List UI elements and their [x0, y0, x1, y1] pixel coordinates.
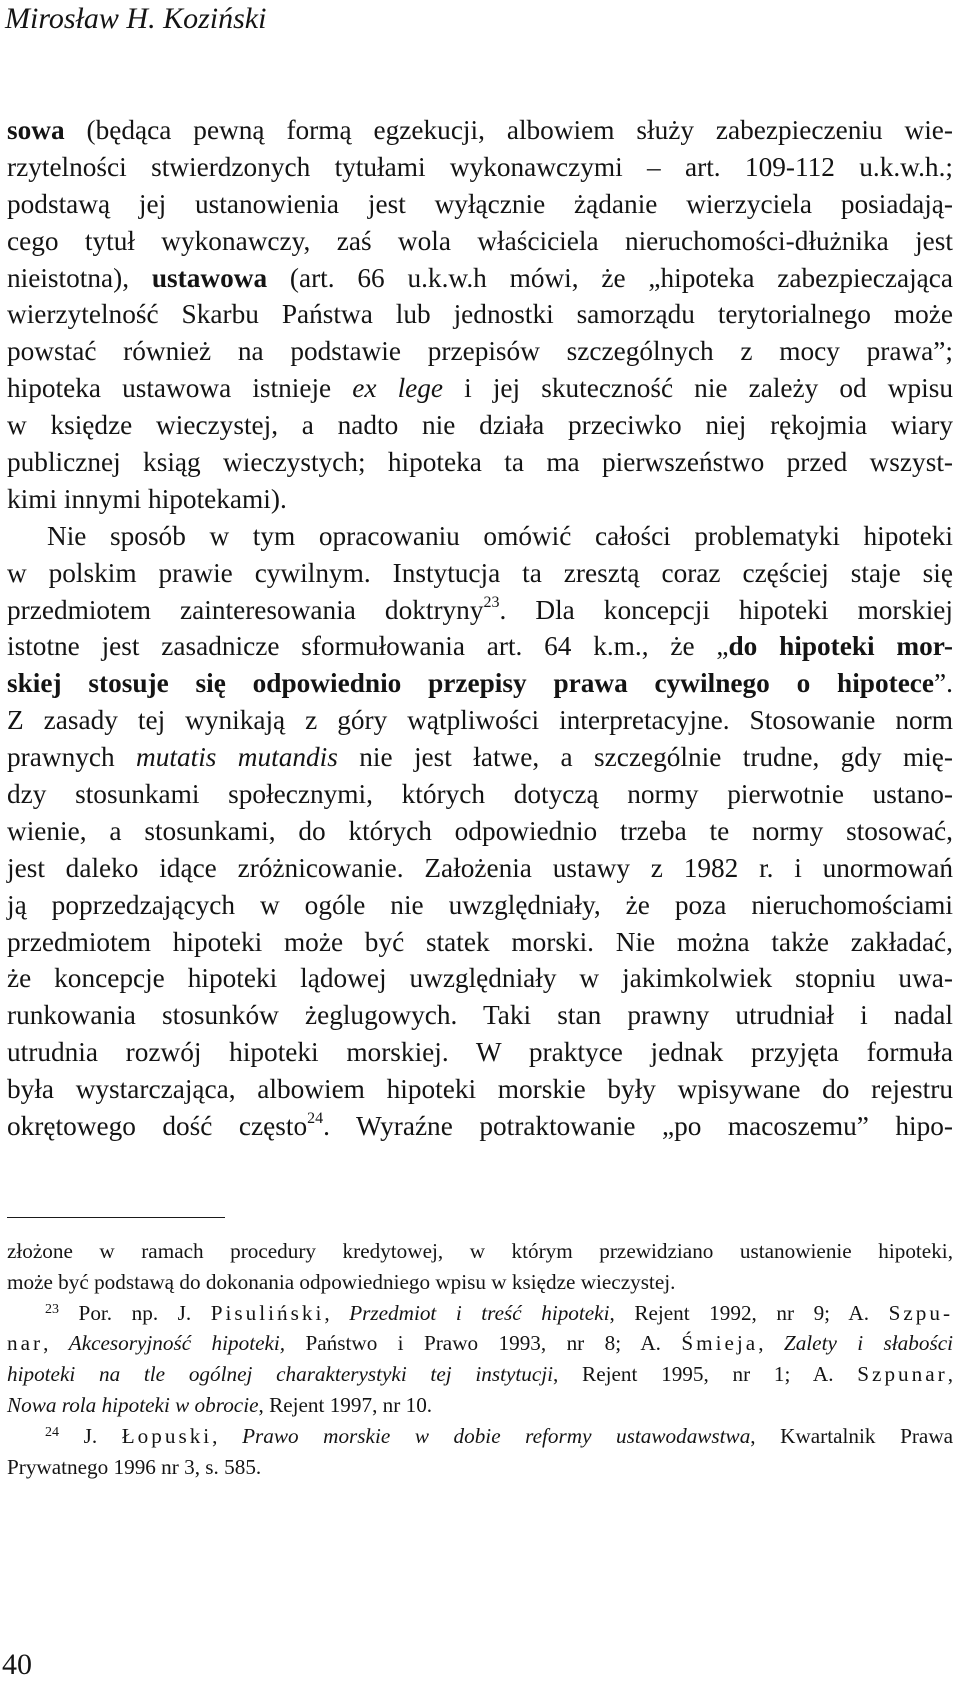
text-line: podstawą jej ustanowienia jest wyłącznie żądanie wierzyciela posiadają-: [7, 188, 953, 219]
page-number: 40: [2, 1648, 32, 1681]
text-line: Z zasady tej wynikają z góry wątpliwości interpretacyjne. Stosowanie norm: [7, 705, 953, 736]
text-line: utrudnia rozwój hipoteki morskiej. W praktyce jednak przyjęta formuła: [7, 1037, 953, 1068]
text-line: nieistotna), ustawowa (art. 66 u.k.w.h mówi, że „hipoteka zabezpieczająca: [7, 262, 954, 293]
text-line: w księdze wieczystej, a nadto nie działa przeciwko niej rękojmia wiary: [7, 410, 953, 441]
text-line: ją poprzedzających w ogóle nie uwzględniały, że poza nieruchomościami: [7, 889, 953, 920]
text-line: Nie sposób w tym opracowaniu omówić całości problematyki hipoteki: [47, 520, 953, 551]
text-line: skiej stosuje się odpowiednio przepisy prawa cywilnego o hipotece”.: [7, 668, 953, 699]
footnote-number: 24: [45, 1424, 59, 1440]
work-title: Nowa rola hipoteki w obrocie: [7, 1392, 259, 1417]
text-line: powstać również na podstawie przepisów szczególnych z mocy prawa”;: [7, 336, 953, 367]
work-title: Prawo morskie w dobie reformy ustawodawstwa: [242, 1423, 751, 1448]
author-name: Łopuski: [121, 1423, 213, 1448]
footnote-ref: 24: [307, 1110, 324, 1128]
text-line: rzytelności stwierdzonych tytułami wykonawczymi – art. 109-112 u.k.w.h.;: [7, 151, 953, 182]
bold-quote: skiej stosuje się odpowiednio przepisy prawa cywilnego o hipotece: [7, 668, 935, 699]
text-line: runkowania stosunków żeglugowych. Taki stan prawny utrudniał i nadal: [7, 1000, 953, 1031]
footnote-line: Prywatnego 1996 nr 3, s. 585.: [7, 1454, 262, 1479]
footnote-line: hipoteki na tle ogólnej charakterystyki tej instytucji, Rejent 1995, nr 1; A. Szpunar,: [7, 1362, 953, 1387]
work-title: Przedmiot i treść hipoteki: [349, 1300, 610, 1325]
bold-term: sowa: [7, 115, 65, 145]
running-header: Mirosław H. Koziński: [5, 2, 267, 35]
text-line: cego tytuł wykonawczy, zaś wola właściciela nieruchomości-dłużnika jest: [7, 225, 953, 256]
author-name: nar: [7, 1331, 44, 1356]
text-line: wienie, a stosunkami, do których odpowiednio trzeba te normy stosować,: [7, 815, 953, 846]
footnote-separator: [7, 1217, 225, 1218]
footnote-line: Nowa rola hipoteki w obrocie, Rejent 1997, nr 10.: [7, 1392, 433, 1417]
text-line: hipoteka ustawowa istnieje ex lege i jej skuteczność nie zależy od wpisu: [7, 373, 953, 404]
work-title: Akcesoryjność hipoteki,: [68, 1331, 286, 1356]
text-line: kimi innymi hipotekami).: [7, 483, 287, 514]
author-name: Szpunar: [857, 1362, 948, 1387]
bold-quote: do hipoteki mor-: [728, 631, 953, 662]
footnote-line: złożone w ramach procedury kredytowej, w którym przewidziano ustanowienie hipoteki,: [7, 1239, 953, 1263]
author-name: Szpu-: [888, 1300, 954, 1325]
footnotes: [7, 1236, 953, 1482]
work-title: Zalety i słabości: [783, 1331, 954, 1356]
text-line: wierzytelność Skarbu Państwa lub jednostki samorządu terytorialnego może: [7, 299, 953, 330]
footnote-line: $^{23}$ Por. np. J. Pisuliński, Przedmiot i treść hipoteki, Rejent 1992, nr 9; A. Szpu-: [45, 1300, 954, 1325]
text-line: w polskim prawie cywilnym. Instytucja ta zresztą coraz częściej staje się: [7, 557, 953, 588]
text-line: była wystarczająca, albowiem hipoteki morskie były wpisywane do rejestru: [7, 1074, 953, 1105]
author-name: Śmieja: [681, 1331, 759, 1356]
text-line: jest daleko idące zróżnicowanie. Założenia ustawy z 1982 r. i unormowań: [7, 852, 953, 883]
footnote-ref: 23: [483, 593, 500, 611]
text-line: dzy stosunkami społecznymi, których dotyczą normy pierwotnie ustano-: [7, 779, 953, 810]
work-title: hipoteki na tle ogólnej charakterystyki tej instytucji: [7, 1362, 554, 1387]
italic-term: mutatis mutandis: [136, 742, 338, 773]
text-line: istotne jest zasadnicze sformułowania art. 64 k.m., że „do hipoteki mor-: [7, 631, 953, 662]
bold-term: ustawowa: [151, 262, 268, 293]
footnote-line: nar, Akcesoryjność hipoteki, Państwo i Prawo 1993, nr 8; A. Śmieja, Zalety i słabości: [7, 1331, 954, 1356]
text-line: sowa (będąca pewną formą egzekucji, albowiem służy zabezpieczeniu wie-: [7, 115, 953, 145]
text-line: okrętowego dość często$^{24}$. Wyraźne potraktowanie „po macoszemu” hipo-: [7, 1110, 954, 1142]
text-line: że koncepcje hipoteki lądowej uwzględniały w jakimkolwiek stopniu uwa-: [7, 963, 953, 994]
main-text: [7, 112, 953, 1145]
footnote-line: $^{24}$ J. Łopuski, Prawo morskie w dobie reformy ustawodawstwa, Kwartalnik Prawa: [45, 1423, 954, 1448]
author-name: Pisuliński: [210, 1300, 325, 1325]
italic-term: ex lege: [352, 373, 444, 404]
footnote-line: może być podstawą do dokonania odpowiedniego wpisu w księdze wieczystej.: [7, 1269, 676, 1294]
text-line: przedmiotem zainteresowania doktryny$^{23}$. Dla koncepcji hipoteki morskiej: [7, 593, 953, 625]
text-line: prawnych mutatis mutandis nie jest łatwe, a szczególnie trudne, gdy mię-: [7, 742, 954, 773]
text-line: publicznej ksiąg wieczystych; hipoteka ta ma pierwszeństwo przed wszyst-: [7, 447, 953, 478]
text-line: przedmiotem hipoteki może być statek morski. Nie można także zakładać,: [7, 926, 953, 957]
footnote-number: 23: [45, 1301, 59, 1317]
